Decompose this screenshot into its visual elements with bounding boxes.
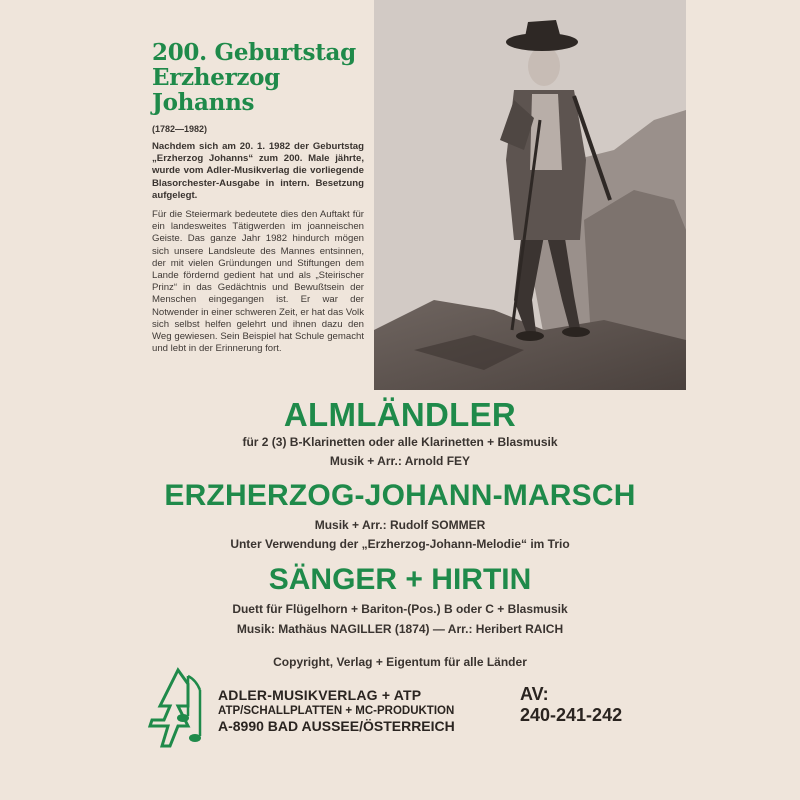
piece-credits-saenger-hirtin: Musik: Mathäus NAGILLER (1874) — Arr.: Heribert RAICH (236, 622, 564, 636)
catalog-label: AV: (520, 684, 549, 704)
anniversary-title-line1: 200. Geburtstag (152, 39, 356, 66)
anniversary-title-line2: Erzherzog Johanns (152, 64, 280, 116)
publisher-block (218, 687, 455, 734)
intro-lead-paragraph: Nachdem sich am 20. 1. 1982 der Geburtstag „Erzherzog Johanns“ zum 200. Male jährte, wurde vom Adler-Musikverlag die vorliegende Blasorchester-Ausgabe in intern. Besetzung aufgelegt. (152, 141, 364, 201)
years-range: (1782—1982) (152, 124, 208, 134)
intro-body-paragraph: Für die Steiermark bedeutete dies den Auftakt für ein landesweites Tätigwerden im joanneischen Geiste. Das ganze Jahr 1982 hindurch mögen sich unsere Landsleute des Mannes entsinnen, der mit vielen Gründungen und Stiftungen dem Lande fördernd gedient hat und als „Steirischer Prinz“ in das Gedächtnis und Bewußtsein der Menschen eingegangen ist. Er war der Notwender in einer schweren Zeit, er hat das Volk sich selbst helfen gelehrt und ihnen dazu den Weg gewiesen. Sein Beispiel hat Schule gemacht und lebt in der Erinnerung fort. (152, 209, 364, 355)
portrait-illustration (374, 0, 686, 390)
archduke-johann-illustration (374, 0, 686, 390)
piece-note-marsch: Unter Verwendung der „Erzherzog-Johann-Melodie“ im Trio (230, 537, 570, 551)
piece-title-almlaendler: ALMLÄNDLER (283, 396, 517, 433)
publisher-address: A-8990 BAD AUSSEE/ÖSTERREICH (218, 718, 455, 734)
anniversary-title (152, 40, 364, 115)
publisher-subline: ATP/SCHALLPLATTEN + MC-PRODUKTION (218, 705, 455, 717)
piece-title-marsch: ERZHERZOG-JOHANN-MARSCH (164, 479, 636, 512)
piece-instrumentation-almlaendler: für 2 (3) B-Klarinetten oder alle Klarinetten + Blasmusik (242, 435, 558, 449)
publisher-name: ADLER-MUSIKVERLAG + ATP (218, 687, 422, 703)
piece-title-saenger-hirtin: SÄNGER + HIRTIN (268, 563, 532, 596)
piece-credits-marsch: Musik + Arr.: Rudolf SOMMER (314, 518, 486, 532)
catalog-number: 240-241-242 (520, 705, 623, 725)
intro-column (152, 40, 364, 355)
piece-instrumentation-saenger-hirtin: Duett für Flügelhorn + Bariton-(Pos.) B oder C + Blasmusik (232, 602, 568, 616)
adler-logo-icon (148, 666, 208, 750)
copyright-notice: Copyright, Verlag + Eigentum für alle Länder (273, 655, 527, 669)
catalog-number-block (520, 684, 622, 726)
piece-credits-almlaendler: Musik + Arr.: Arnold FEY (329, 454, 471, 468)
